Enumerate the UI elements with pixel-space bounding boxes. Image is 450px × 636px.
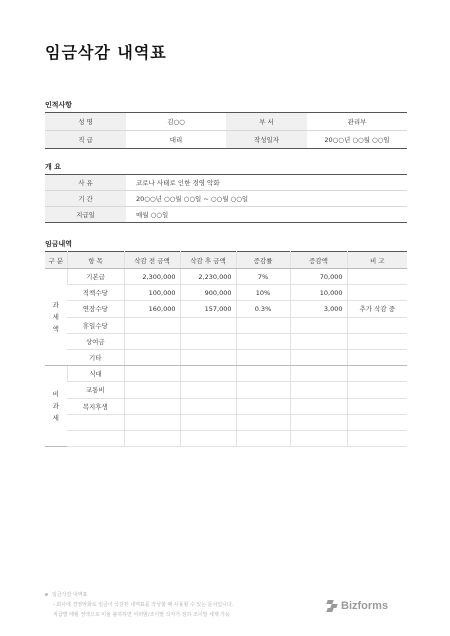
after-cell: 900,000	[180, 285, 236, 301]
wage-table	[45, 251, 407, 447]
diff-cell	[290, 430, 347, 446]
rate-cell	[236, 317, 290, 333]
item-cell: 교통비	[67, 382, 124, 398]
after-cell	[180, 430, 236, 446]
table-row	[45, 349, 407, 365]
note-cell	[347, 285, 407, 301]
group-taxable: 과 세 액	[45, 269, 67, 366]
after-cell	[180, 366, 236, 382]
item-cell: 기본급	[67, 269, 124, 285]
table-row	[45, 333, 407, 349]
after-cell	[180, 414, 236, 430]
date-label: 작성일자	[226, 131, 307, 149]
rate-cell: 7%	[236, 269, 290, 285]
after-cell	[180, 333, 236, 349]
overview-table	[45, 174, 407, 223]
item-cell	[67, 414, 124, 430]
table-row	[45, 131, 407, 149]
rate-cell	[236, 430, 290, 446]
table-row	[45, 414, 407, 430]
table-row	[45, 398, 407, 414]
period-value: 20○○년 ○○월 ○○일 ~ ○○월 ○○일	[126, 191, 407, 207]
note-cell: 추가 삭감 중	[347, 301, 407, 317]
diff-cell	[290, 366, 347, 382]
bizforms-logo-icon	[326, 600, 338, 612]
item-cell: 기타	[67, 349, 124, 365]
before-cell	[124, 317, 180, 333]
rate-cell	[236, 382, 290, 398]
after-cell: 157,000	[180, 301, 236, 317]
diff-cell	[290, 382, 347, 398]
table-row	[45, 191, 407, 207]
before-cell	[124, 349, 180, 365]
note-cell	[347, 382, 407, 398]
note-cell	[347, 366, 407, 382]
rate-cell	[236, 398, 290, 414]
item-cell	[67, 430, 124, 446]
bizforms-logo	[326, 600, 388, 612]
rate-cell	[236, 333, 290, 349]
column-header: 삭감 전 금액	[124, 252, 180, 269]
footer-line-1: 임금삭감 내역표	[52, 592, 88, 598]
before-cell: 160,000	[124, 301, 180, 317]
after-cell	[180, 317, 236, 333]
column-header: 구 분	[45, 252, 67, 269]
note-cell	[347, 430, 407, 446]
footer-note	[45, 590, 233, 620]
group-nontaxable: 비 과 세	[45, 366, 67, 447]
table-row	[45, 207, 407, 223]
note-cell	[347, 414, 407, 430]
column-header: 증감액	[290, 252, 347, 269]
after-cell	[180, 398, 236, 414]
column-header: 비 고	[347, 252, 407, 269]
rate-cell	[236, 414, 290, 430]
rate-cell	[236, 349, 290, 365]
item-cell: 복지후생	[67, 398, 124, 414]
table-row	[45, 301, 407, 317]
table-header-row	[45, 252, 407, 269]
item-cell: 식대	[67, 366, 124, 382]
section-title-overview: 개 요	[45, 163, 61, 171]
name-value: 김○○	[126, 113, 226, 131]
reason-label: 사 유	[45, 175, 126, 191]
note-cell	[347, 398, 407, 414]
diff-cell	[290, 414, 347, 430]
diff-cell	[290, 333, 347, 349]
table-row	[45, 285, 407, 301]
table-row	[45, 430, 407, 446]
reason-value: 코로나 사태로 인한 경영 악화	[126, 175, 407, 191]
table-row	[45, 382, 407, 398]
item-cell: 직책수당	[67, 285, 124, 301]
table-row	[45, 317, 407, 333]
item-cell: 상여금	[67, 333, 124, 349]
before-cell	[124, 366, 180, 382]
rate-cell: 0.3%	[236, 301, 290, 317]
table-row	[45, 113, 407, 131]
after-cell: 2,230,000	[180, 269, 236, 285]
bullet-icon	[45, 593, 48, 596]
column-header: 삭감 후 금액	[180, 252, 236, 269]
diff-cell	[290, 317, 347, 333]
personal-info-table	[45, 112, 407, 149]
diff-cell: 10,000	[290, 285, 347, 301]
item-cell: 휴일수당	[67, 317, 124, 333]
before-cell	[124, 430, 180, 446]
after-cell	[180, 349, 236, 365]
diff-cell: 3,000	[290, 301, 347, 317]
page-title: 임금삭감 내역표	[45, 43, 167, 62]
dept-label: 부 서	[226, 113, 307, 131]
footer-line-2: - 회사에 경영악화로 임금이 삭감된 내역표를 작성할 때 사용할 수 있는 문서입니다.	[53, 602, 234, 608]
note-cell	[347, 349, 407, 365]
before-cell	[124, 398, 180, 414]
section-title-personal: 인적사항	[45, 101, 73, 109]
date-value: 20○○년 ○○월 ○○일	[324, 136, 390, 144]
payday-value: 매월 ○○일	[136, 211, 169, 219]
before-cell	[124, 333, 180, 349]
after-cell	[180, 382, 236, 398]
diff-cell	[290, 398, 347, 414]
before-cell	[124, 382, 180, 398]
note-cell	[347, 269, 407, 285]
rate-cell: 10%	[236, 285, 290, 301]
column-header: 항 목	[67, 252, 124, 269]
name-label: 성 명	[45, 113, 126, 131]
table-row	[45, 366, 407, 382]
note-cell	[347, 317, 407, 333]
before-cell: 100,000	[124, 285, 180, 301]
dept-value: 관리부	[307, 113, 407, 131]
table-row	[45, 175, 407, 191]
rank-label: 직 급	[45, 131, 126, 149]
rate-cell	[236, 366, 290, 382]
note-cell	[347, 333, 407, 349]
diff-cell: 70,000	[290, 269, 347, 285]
table-row	[45, 269, 407, 285]
section-title-wage: 임금내역	[45, 240, 73, 248]
rank-value: 대리	[169, 136, 183, 144]
period-label: 기 간	[45, 191, 126, 207]
payday-label: 지급일	[45, 207, 126, 223]
footer-line-3: 직급별 매월 정액으로 미율 불하하면 여러범/조이발 삭자가 전하 조이발 세제 가능	[53, 612, 230, 618]
column-header: 증감률	[236, 252, 290, 269]
before-cell: 2,300,000	[124, 269, 180, 285]
diff-cell	[290, 349, 347, 365]
item-cell: 연장수당	[67, 301, 124, 317]
logo-text: Bizforms	[341, 600, 389, 612]
before-cell	[124, 414, 180, 430]
